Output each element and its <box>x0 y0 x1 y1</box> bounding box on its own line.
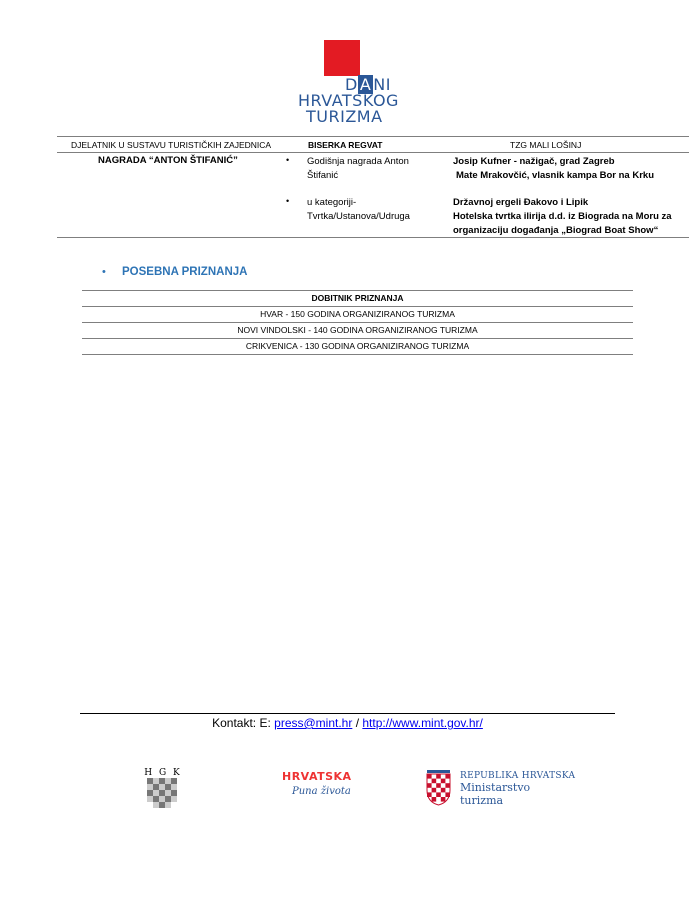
award-name: NAGRADA “ANTON ŠTIFANIĆ” <box>98 155 238 166</box>
award-bullet2-line1: u kategoriji- <box>307 197 357 208</box>
recognition-rule <box>82 354 633 355</box>
dani-logo-square <box>324 40 360 76</box>
logo-line1-suffix: NI <box>373 75 391 94</box>
hrvatska-logo-slogan: Puna života <box>292 786 351 797</box>
top-table-rule-mid <box>57 152 689 153</box>
award-bullet1-line1: Godišnja nagrada Anton <box>307 156 409 167</box>
hrvatska-logo-word: HRVATSKA <box>282 770 352 783</box>
ministry-logo-text <box>460 771 575 807</box>
section-title: POSEBNA PRIZNANJA <box>122 266 248 278</box>
table-row: NOVI VINDOLSKI - 140 GODINA ORGANIZIRANOG TURIZMA <box>237 325 478 335</box>
website-link[interactable]: http://www.mint.gov.hr/ <box>362 716 483 730</box>
top-table-rule-bottom <box>57 237 689 238</box>
contact-label: Kontakt: E: <box>212 716 275 730</box>
winner-line: Josip Kufner - nažigač, grad Zagreb <box>453 156 615 167</box>
logo-line2: HRVATSKOG <box>298 91 399 110</box>
logo-line1-accent: A <box>359 75 372 94</box>
winner-line: Državnoj ergeli Đakovo i Lipik <box>453 197 589 208</box>
logo-line1-prefix: D <box>345 75 358 94</box>
top-table-header-3: TZG MALI LOŠINJ <box>510 140 582 150</box>
section-bullet-icon: • <box>102 266 106 278</box>
recognition-rule <box>82 290 633 291</box>
hrvatska-logo <box>282 770 362 797</box>
logo-line3: TURIZMA <box>306 107 383 126</box>
winner-line: organizaciju događanja „Biograd Boat Show“ <box>453 225 659 236</box>
table-row: HVAR - 150 GODINA ORGANIZIRANOG TURIZMA <box>260 309 455 319</box>
ministry-line1: REPUBLIKA HRVATSKA <box>460 771 576 781</box>
winner-line: Mate Mrakovčić, vlasnik kampa Bor na Krku <box>456 170 654 181</box>
hgk-checker-icon <box>143 778 183 808</box>
hgk-logo <box>143 768 183 813</box>
dani-logo <box>298 77 408 125</box>
winner-line: Hotelska tvrtka ilirija d.d. iz Biograda na Moru za <box>453 211 672 222</box>
hgk-logo-text: H G K <box>144 768 182 778</box>
recognition-rule <box>82 338 633 339</box>
award-bullet2-line2: Tvrtka/Ustanova/Udruga <box>307 211 410 222</box>
bullet-icon: • <box>286 196 290 206</box>
ministry-line3: turizma <box>460 794 504 807</box>
table-row: CRIKVENICA - 130 GODINA ORGANIZIRANOG TURIZMA <box>245 341 470 351</box>
recognition-rule <box>82 322 633 323</box>
bullet-icon: • <box>286 155 290 165</box>
top-table-rule-top <box>57 136 689 137</box>
top-table-header-2: BISERKA REGVAT <box>308 140 383 150</box>
recognition-table-header: DOBITNIK PRIZNANJA <box>311 293 404 303</box>
footer-contact <box>80 716 615 730</box>
croatian-coat-of-arms-icon <box>425 770 452 806</box>
award-bullet1-line2: Štifanić <box>307 170 339 181</box>
link-separator: / <box>352 716 363 730</box>
recognition-rule <box>82 306 633 307</box>
footer-rule <box>80 713 615 714</box>
ministry-line2: Ministarstvo <box>460 781 531 794</box>
top-table-header-1: DJELATNIK U SUSTAVU TURISTIČKIH ZAJEDNICA <box>71 140 272 150</box>
email-link[interactable]: press@mint.hr <box>274 716 353 730</box>
